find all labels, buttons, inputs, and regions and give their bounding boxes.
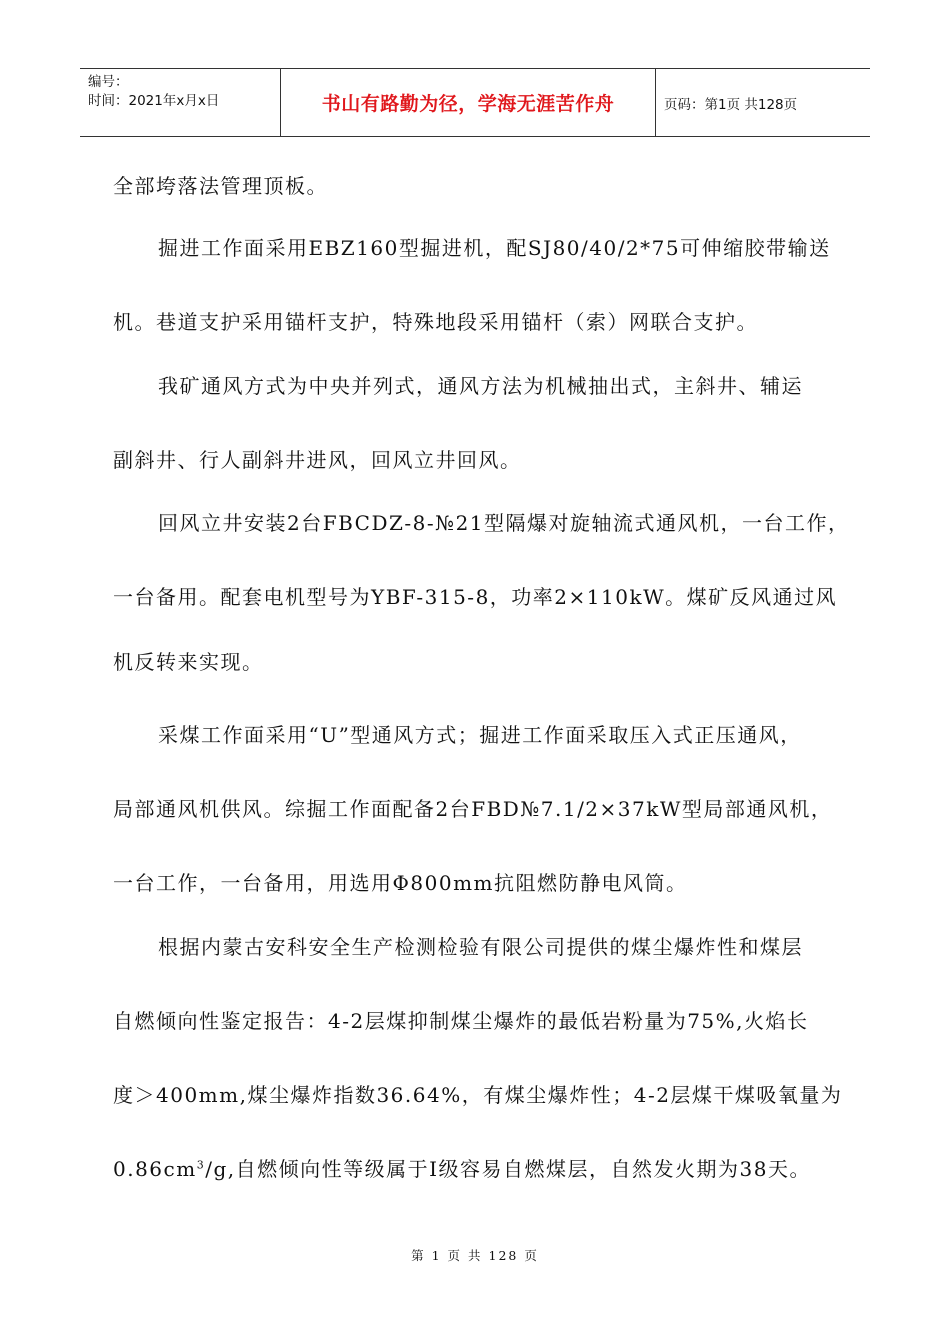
paragraph-line: 回风立井安装2台FBCDZ-8-№21型隔爆对旋轴流式通风机，一台工作， xyxy=(158,511,850,535)
paragraph-line: 机反转来实现。 xyxy=(113,650,264,674)
paragraph-line: 根据内蒙古安科安全生产检测检验有限公司提供的煤尘爆炸性和煤层 xyxy=(158,935,803,959)
paragraph-line: 一台备用。配套电机型号为YBF-315-8，功率2×110kW。煤矿反风通过风 xyxy=(113,585,838,609)
header-motto: 书山有路勤为径，学海无涯苦作舟 xyxy=(281,69,656,136)
number-label: 编号： xyxy=(88,74,129,90)
unit-superscript: 3 xyxy=(196,1158,206,1172)
paragraph-line xyxy=(113,1157,811,1181)
header-meta xyxy=(80,69,281,136)
page-header xyxy=(80,68,870,137)
paragraph-line: 度＞400mm,煤尘爆炸指数36.64%，有煤尘爆炸性；4-2层煤干煤吸氧量为 xyxy=(113,1083,843,1107)
paragraph-line: 自燃倾向性鉴定报告：4-2层煤抑制煤尘爆炸的最低岩粉量为75%,火焰长 xyxy=(113,1009,809,1033)
paragraph-line: 我矿通风方式为中央并列式，通风方法为机械抽出式，主斜井、辅运 xyxy=(158,374,803,398)
paragraph-line: 全部垮落法管理顶板。 xyxy=(113,174,328,198)
paragraph-line: 一台工作，一台备用，用选用Φ800mm抗阻燃防静电风筒。 xyxy=(113,871,688,895)
header-page-info: 页码：第1页 共128页 xyxy=(664,96,798,113)
oxygen-value: 0.86cm xyxy=(113,1157,197,1181)
time-label: 时间：2021年x月x日 xyxy=(88,93,220,109)
paragraph-line: 采煤工作面采用“U”型通风方式；掘进工作面采取压入式正压通风， xyxy=(158,723,802,747)
paragraph-line: 掘进工作面采用EBZ160型掘进机，配SJ80/40/2*75可伸缩胶带输送 xyxy=(158,236,831,260)
oxygen-rest: /g,自燃倾向性等级属于Ⅰ级容易自燃煤层，自然发火期为38天。 xyxy=(205,1157,811,1181)
paragraph-line: 局部通风机供风。综掘工作面配备2台FBD№7.1/2×37kW型局部通风机， xyxy=(113,797,833,821)
paragraph-line: 副斜井、行人副斜井进风，回风立井回风。 xyxy=(113,448,522,472)
page-footer: 第 1 页 共 128 页 xyxy=(411,1248,539,1263)
paragraph-line: 机。巷道支护采用锚杆支护，特殊地段采用锚杆（索）网联合支护。 xyxy=(113,310,758,334)
